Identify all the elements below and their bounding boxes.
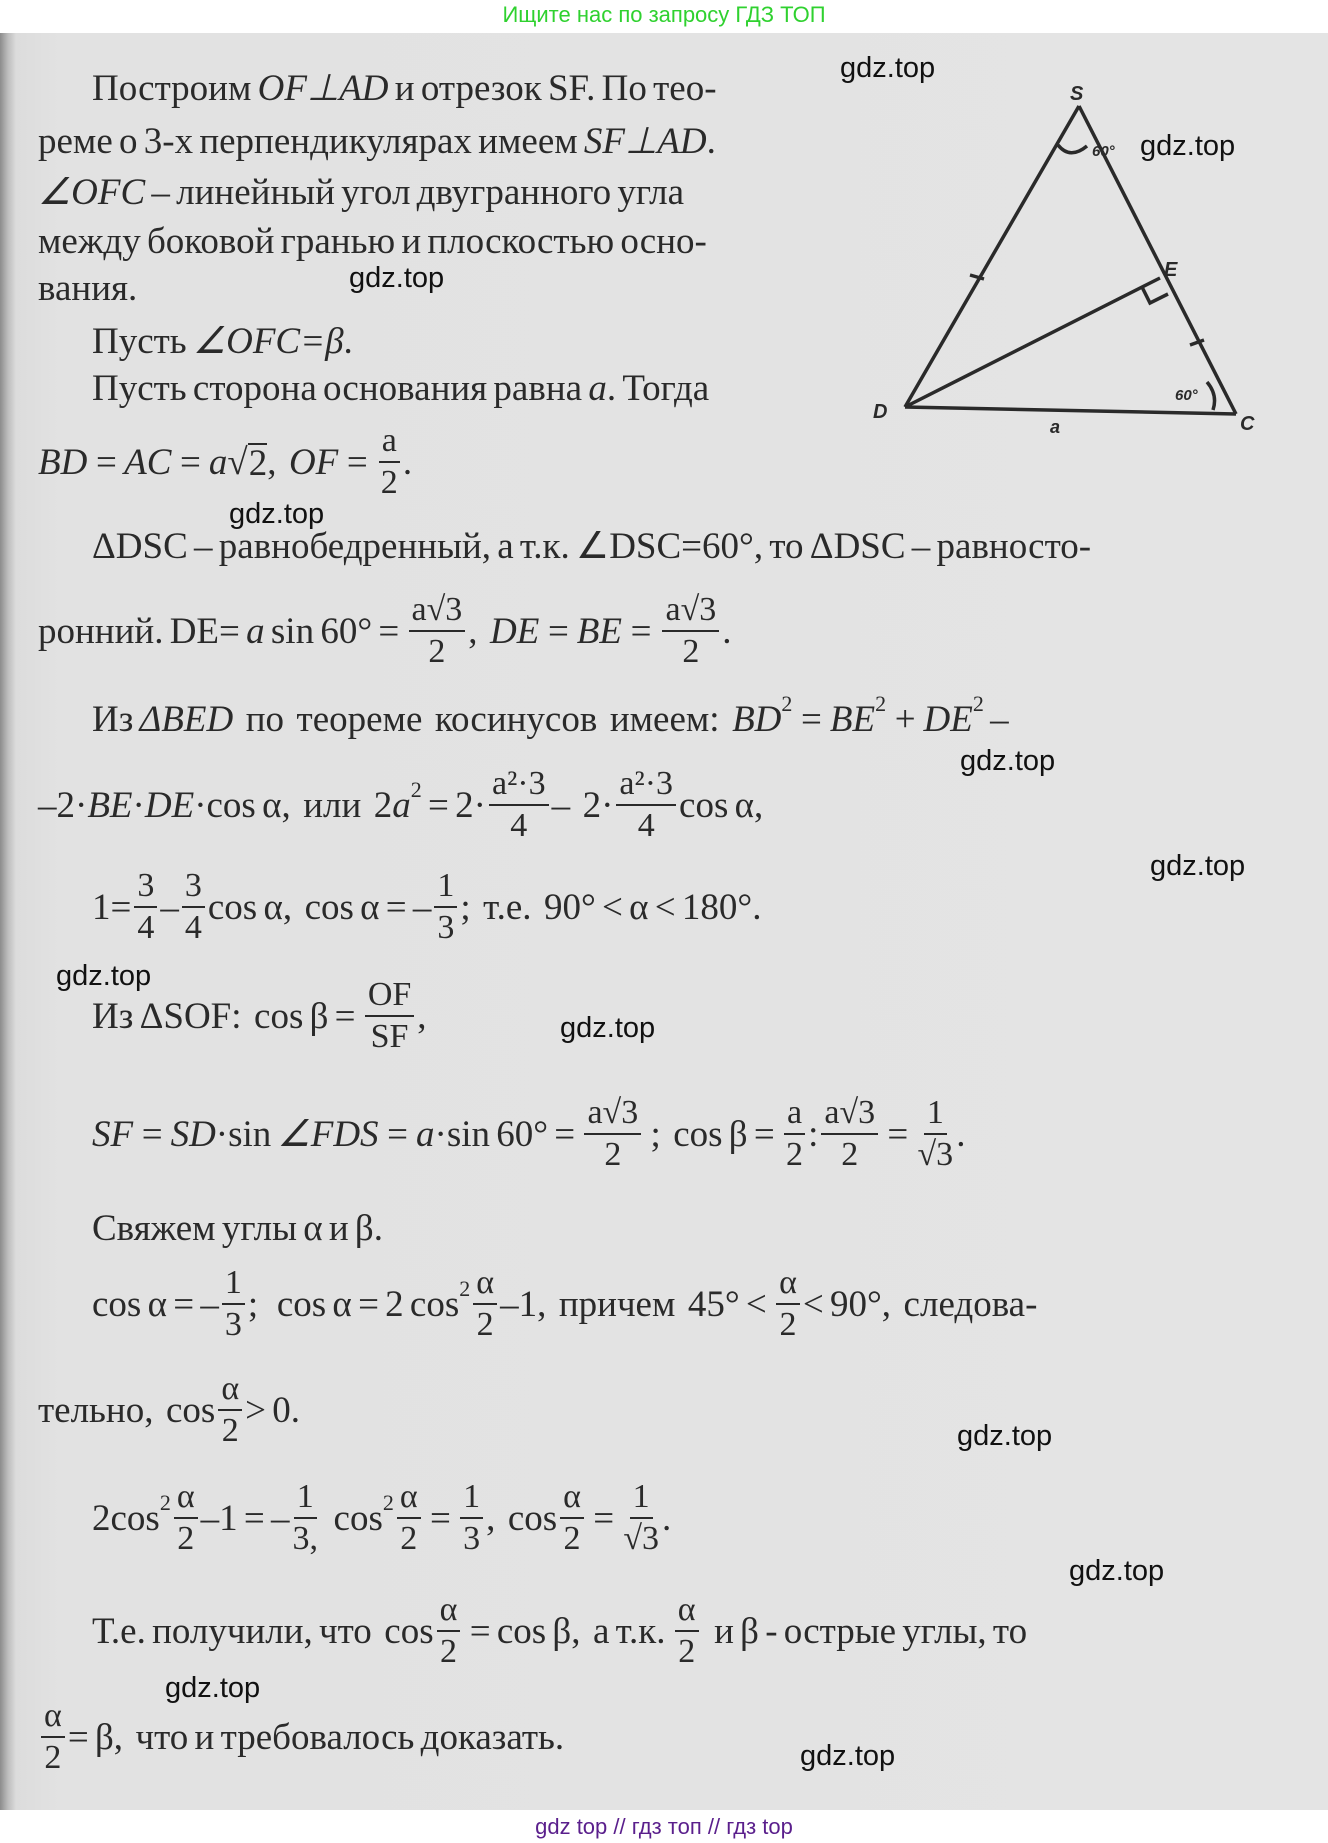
- numerator: a√3: [584, 1096, 641, 1135]
- superscript: 2: [159, 1490, 171, 1515]
- denominator: 2: [604, 1136, 622, 1173]
- text-fragment: , cos: [486, 1497, 558, 1539]
- superscript: 2: [781, 691, 793, 716]
- math-italic: BD: [732, 698, 782, 740]
- label-d: D: [873, 401, 888, 423]
- numerator: a: [379, 424, 400, 463]
- watermark: gdz.top: [56, 960, 152, 992]
- text-fragment: cos: [321, 1497, 383, 1539]
- text-fragment: .: [722, 610, 732, 652]
- text-fragment: =: [586, 1497, 621, 1539]
- text-fragment: ; cos α = 2 cos: [247, 1283, 460, 1325]
- label-s: S: [1070, 83, 1084, 105]
- math-italic: ∠OFC=β: [192, 320, 344, 362]
- text-fragment: √: [227, 441, 248, 483]
- watermark: gdz.top: [229, 498, 325, 530]
- text-fragment: ,: [417, 995, 427, 1037]
- denominator: SF: [370, 1018, 409, 1055]
- numerator: 3: [182, 869, 205, 908]
- text-fragment: =: [423, 1497, 458, 1539]
- denominator: 4: [510, 807, 528, 844]
- denominator: 2: [563, 1520, 581, 1557]
- numerator: α: [437, 1593, 461, 1632]
- text-fragment: ·: [132, 784, 145, 826]
- numerator: a√3: [821, 1096, 878, 1135]
- watermark: gdz.top: [960, 745, 1056, 777]
- text-fragment: ; cos β =: [644, 1113, 781, 1155]
- angle-arc-c: [1207, 382, 1215, 410]
- text-fragment: :: [808, 1113, 819, 1155]
- watermark: gdz.top: [560, 1012, 656, 1044]
- numerator: a²·3: [616, 767, 676, 806]
- text-fragment: .: [402, 441, 413, 483]
- text-fragment: sin 60° =: [264, 610, 406, 652]
- denominator: 2: [44, 1739, 62, 1776]
- math-italic: ∠FDS = a: [277, 1113, 435, 1155]
- denominator: 2: [786, 1136, 804, 1173]
- numerator: a√3: [409, 593, 466, 632]
- text-fragment: ,: [267, 441, 289, 483]
- text-fragment: –1 = –: [200, 1497, 290, 1539]
- math-italic: OF =: [288, 441, 376, 483]
- text-fragment: Построим: [92, 67, 258, 109]
- denominator: 2: [380, 464, 398, 501]
- superscript: 2: [875, 691, 887, 716]
- angle-arc-s: [1058, 145, 1087, 153]
- text-fragment: < 90°, следова-: [802, 1283, 1038, 1325]
- text-fragment: –: [160, 886, 179, 928]
- text-fragment: ,: [468, 610, 491, 652]
- text-fragment: между боковой гранью и плоскостью осно-: [38, 220, 707, 262]
- text-fragment: .: [343, 320, 353, 362]
- text-fragment: ·sin: [215, 1113, 278, 1155]
- numerator: α: [174, 1480, 198, 1519]
- text-fragment: и отрезок SF. По тео-: [388, 67, 717, 109]
- text-fragment: .: [956, 1113, 966, 1155]
- denominator: 3,: [292, 1520, 319, 1557]
- superscript: 2: [382, 1490, 394, 1515]
- text-fragment: –1, причем 45° <: [500, 1283, 774, 1325]
- text-fragment: cos α = –: [92, 1283, 219, 1325]
- text-fragment: тельно, cos: [38, 1389, 216, 1431]
- text-fragment: =: [881, 1113, 915, 1155]
- numerator: a: [784, 1096, 805, 1135]
- denominator: 2: [779, 1306, 797, 1343]
- text-fragment: ; т.е. 90° < α < 180°.: [460, 886, 762, 928]
- math-italic: SF = SD: [92, 1113, 216, 1155]
- denominator: 2: [177, 1520, 195, 1557]
- watermark: gdz.top: [349, 262, 445, 294]
- denominator: 4: [637, 807, 655, 844]
- text-fragment: = cos β, а т.к.: [463, 1610, 672, 1652]
- watermark: gdz.top: [1150, 850, 1246, 882]
- watermark: gdz.top: [957, 1420, 1053, 1452]
- label-e: E: [1164, 259, 1178, 281]
- math-italic: OF⊥AD: [257, 67, 389, 109]
- numerator: 1: [924, 1096, 947, 1135]
- text-fragment: Из ΔSOF: cos β =: [92, 995, 362, 1037]
- text-fragment: = β, что и требовалось доказать.: [67, 1716, 565, 1758]
- denominator: √3: [623, 1520, 660, 1557]
- math-italic: ΔBED: [139, 698, 234, 740]
- numerator: 1: [630, 1480, 653, 1519]
- text-fragment: –2·: [38, 784, 88, 826]
- math-italic: a: [246, 610, 265, 652]
- denominator: 2: [841, 1136, 859, 1173]
- numerator: a√3: [662, 593, 719, 632]
- numerator: α: [675, 1593, 699, 1632]
- text-fragment: по теореме косинусов имеем:: [233, 698, 733, 740]
- numerator: α: [41, 1699, 65, 1738]
- numerator: α: [776, 1266, 800, 1305]
- watermark: gdz.top: [165, 1672, 261, 1704]
- label-angle-c: 60°: [1175, 387, 1198, 404]
- superscript: 2: [459, 1276, 471, 1301]
- watermark: gdz.top: [1140, 130, 1236, 162]
- text-fragment: cos α,: [679, 784, 764, 826]
- text-fragment: реме о 3-х перпендикулярах имеем: [38, 120, 584, 162]
- math-italic: DE: [144, 784, 195, 826]
- denominator: 3: [463, 1520, 481, 1557]
- text-fragment: Пусть: [92, 320, 193, 362]
- text-fragment: ·sin 60° =: [434, 1113, 582, 1155]
- numerator: 1: [434, 869, 457, 908]
- text-fragment: вания.: [38, 267, 138, 309]
- text-fragment: – 2·: [551, 784, 614, 826]
- numerator: OF: [365, 978, 414, 1017]
- radicand: 2: [248, 442, 268, 484]
- text-fragment: и β - острые углы, то: [701, 1610, 1028, 1652]
- text-fragment: cos α, cos α = –: [207, 886, 432, 928]
- numerator: 1: [294, 1480, 317, 1519]
- text-fragment: Пусть сторона основания равна: [92, 367, 589, 409]
- numerator: a²·3: [489, 767, 549, 806]
- side-dc: [905, 407, 1236, 414]
- text-fragment: ΔDSC – равнобедренный, а т.к. ∠DSC=60°, то ΔDSC – равносто-: [92, 525, 1092, 567]
- numerator: α: [473, 1266, 497, 1305]
- denominator: 2: [221, 1412, 239, 1449]
- denominator: √3: [917, 1136, 954, 1173]
- math-italic: a: [392, 784, 411, 826]
- math-italic: a: [588, 367, 607, 409]
- math-italic: SF⊥AD: [583, 120, 707, 162]
- denominator: 4: [184, 909, 202, 946]
- numerator: 1: [460, 1480, 483, 1519]
- watermark: gdz.top: [840, 52, 936, 84]
- label-angle-s: 60°: [1092, 143, 1115, 160]
- text-fragment: Свяжем углы α и β.: [92, 1207, 383, 1249]
- text-fragment: = 2·: [421, 784, 486, 826]
- denominator: 2: [400, 1520, 418, 1557]
- watermark: gdz.top: [1069, 1555, 1165, 1587]
- text-fragment: .: [662, 1497, 672, 1539]
- math-italic: ∠OFC: [38, 171, 146, 213]
- numerator: 3: [134, 869, 157, 908]
- denominator: 2: [678, 1633, 696, 1670]
- text-fragment: . Тогда: [606, 367, 710, 409]
- text-fragment: Т.е. получили, что cos: [92, 1610, 434, 1652]
- text-fragment: 2cos: [92, 1497, 160, 1539]
- bottom-banner: [0, 1810, 1328, 1843]
- denominator: 4: [137, 909, 155, 946]
- denominator: 2: [476, 1306, 494, 1343]
- denominator: 3: [224, 1306, 242, 1343]
- numerator: α: [218, 1372, 242, 1411]
- text-fragment: .: [706, 120, 716, 162]
- denominator: 2: [682, 633, 700, 670]
- label-side-a: a: [1050, 417, 1061, 437]
- label-c: C: [1240, 413, 1255, 435]
- math-italic: BE: [87, 784, 133, 826]
- top-banner-text: Ищите нас по запросу ГДЗ ТОП: [502, 2, 826, 27]
- numerator: 1: [222, 1266, 245, 1305]
- denominator: 2: [440, 1633, 458, 1670]
- math-italic: DE = BE =: [490, 610, 660, 652]
- text-fragment: > 0.: [245, 1389, 301, 1431]
- math-italic: BD = AC = a: [38, 441, 228, 483]
- text-fragment: Из: [92, 698, 140, 740]
- superscript: 2: [410, 777, 422, 802]
- text-fragment: – линейный угол двугранного угла: [145, 171, 685, 213]
- text-fragment: ·cos α, или 2: [194, 784, 393, 826]
- math-italic: = BE: [792, 698, 876, 740]
- text-fragment: ронний. DE=: [38, 610, 247, 652]
- superscript: 2: [972, 691, 984, 716]
- numerator: α: [560, 1480, 584, 1519]
- right-angle-mark: [1142, 287, 1168, 303]
- denominator: 2: [428, 633, 446, 670]
- math-italic: + DE: [886, 698, 973, 740]
- denominator: 3: [437, 909, 455, 946]
- text-fragment: –: [983, 698, 1009, 740]
- bottom-banner-text: gdz top // гдз топ // гдз top: [535, 1814, 793, 1839]
- watermark: gdz.top: [800, 1740, 896, 1772]
- numerator: α: [397, 1480, 421, 1519]
- text-fragment: 1=: [92, 886, 132, 928]
